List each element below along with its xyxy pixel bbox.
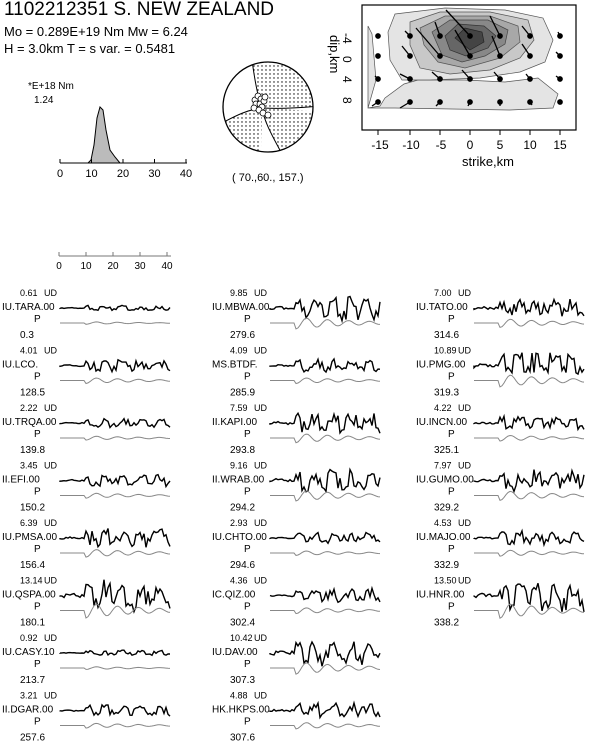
station-azimuth: 257.6 xyxy=(20,732,46,744)
moment-line: Mo = 0.289E+19 Nm Mw = 6.24 xyxy=(4,24,188,39)
observed-waveform xyxy=(270,470,380,492)
station-code: IU.PMSA.00 xyxy=(2,532,58,543)
synthetic-waveform xyxy=(270,318,380,329)
svg-text:-5: -5 xyxy=(435,138,447,152)
synthetic-waveform xyxy=(60,604,170,618)
observed-waveform xyxy=(270,642,380,667)
time-scale xyxy=(56,252,173,272)
station-amplitude: 10.42 xyxy=(230,633,253,643)
station-phase: P xyxy=(244,601,251,613)
station-amplitude: 3.21 xyxy=(20,690,38,701)
synthetic-waveform xyxy=(270,608,380,614)
station-amplitude: 10.89 xyxy=(434,345,457,356)
svg-text:15: 15 xyxy=(553,138,567,152)
station-code: II.WRAB.00 xyxy=(212,474,265,486)
station-panel xyxy=(2,461,170,514)
svg-text:-4: -4 xyxy=(340,33,354,44)
synthetic-waveform xyxy=(474,375,584,387)
station-code: IU.GUMO.00 xyxy=(416,474,474,486)
station-code: IU.LCO. xyxy=(2,359,39,371)
station-panel xyxy=(2,691,170,744)
station-code: IU.CHTO.00 xyxy=(212,532,267,543)
station-azimuth: 294.2 xyxy=(230,502,256,514)
station-azimuth: 156.4 xyxy=(20,560,46,571)
observed-waveform xyxy=(270,297,380,321)
station-amplitude: 0.61 xyxy=(20,288,38,298)
station-panel xyxy=(212,691,380,744)
synthetic-waveform xyxy=(474,604,584,618)
slip-map xyxy=(327,5,576,169)
station-azimuth: 314.6 xyxy=(434,330,460,341)
station-azimuth: 139.8 xyxy=(20,445,46,456)
svg-text:-10: -10 xyxy=(402,138,420,152)
station-panel xyxy=(416,288,584,341)
station-amplitude: 4.36 xyxy=(230,575,248,586)
station-azimuth: 329.2 xyxy=(434,502,460,514)
station-amplitude: 3.45 xyxy=(20,460,38,471)
observed-waveform xyxy=(474,299,584,316)
station-amplitude: 9.16 xyxy=(230,460,248,471)
synthetic-waveform xyxy=(270,491,380,501)
station-component: UD xyxy=(44,518,57,528)
station-code: IU.INCN.00 xyxy=(416,417,468,428)
station-panel xyxy=(212,518,380,571)
station-phase: P xyxy=(448,314,455,325)
observed-waveform xyxy=(60,705,170,716)
station-panel xyxy=(2,576,170,629)
svg-text:5: 5 xyxy=(496,138,504,152)
observed-waveform xyxy=(474,353,584,374)
svg-text:0: 0 xyxy=(466,138,474,152)
station-panel xyxy=(212,288,380,341)
station-panel xyxy=(2,403,170,456)
station-panel xyxy=(416,518,584,571)
station-panel xyxy=(2,518,170,571)
synthetic-waveform xyxy=(474,550,584,556)
station-phase: P xyxy=(34,429,41,440)
station-phase: P xyxy=(34,716,41,728)
station-phase: P xyxy=(34,486,41,498)
station-component: UD xyxy=(458,345,471,356)
station-azimuth: 293.8 xyxy=(230,445,256,456)
station-code: IU.TRQA.00 xyxy=(2,417,57,428)
station-azimuth: 319.3 xyxy=(434,387,460,399)
station-amplitude: 13.14 xyxy=(20,575,43,586)
stf-tick-4: 40 xyxy=(179,168,193,180)
station-component: UD xyxy=(254,518,267,528)
event-title: 1102212351 S. NEW ZEALAND xyxy=(4,0,275,20)
svg-text:0: 0 xyxy=(340,56,354,63)
station-phase: P xyxy=(244,429,251,440)
observed-waveform xyxy=(60,650,170,655)
observed-waveform xyxy=(270,588,380,602)
source-time-function xyxy=(28,81,192,180)
station-panel xyxy=(416,461,584,514)
synthetic-waveform xyxy=(270,723,380,729)
station-panel xyxy=(416,576,584,629)
station-component: UD xyxy=(458,460,471,471)
station-component: UD xyxy=(458,518,471,528)
station-amplitude: 4.53 xyxy=(434,518,452,528)
station-amplitude: 6.39 xyxy=(20,518,38,528)
observed-waveform xyxy=(60,529,170,548)
observed-waveform xyxy=(474,531,584,545)
station-component: UD xyxy=(254,690,267,701)
observed-waveform xyxy=(60,419,170,428)
svg-text:10: 10 xyxy=(80,261,92,272)
station-component: UD xyxy=(44,288,57,298)
station-amplitude: 4.01 xyxy=(20,345,38,356)
station-component: UD xyxy=(254,633,267,643)
station-component: UD xyxy=(254,403,267,413)
station-azimuth: 325.1 xyxy=(434,445,460,456)
stf-tick-1: 10 xyxy=(85,168,98,180)
observed-waveform xyxy=(474,416,584,429)
station-phase: P xyxy=(244,314,251,325)
station-azimuth: 128.5 xyxy=(20,387,46,399)
svg-text:10: 10 xyxy=(523,138,537,152)
station-panel xyxy=(212,461,380,514)
synthetic-waveform xyxy=(60,378,170,384)
station-component: UD xyxy=(458,403,471,413)
stf-shape xyxy=(60,107,120,163)
station-code: IU.HNR.00 xyxy=(416,589,465,601)
station-phase: P xyxy=(448,601,455,613)
station-code: IU.QSPA.00 xyxy=(2,589,56,601)
station-code: IU.TARA.00 xyxy=(2,302,55,313)
station-component: UD xyxy=(44,690,57,701)
station-azimuth: 302.4 xyxy=(230,617,256,629)
svg-text:-15: -15 xyxy=(371,138,389,152)
station-phase: P xyxy=(244,716,251,728)
station-azimuth: 307.3 xyxy=(230,675,256,686)
svg-text:20: 20 xyxy=(107,261,119,272)
station-phase: P xyxy=(34,371,41,383)
station-panel xyxy=(2,346,170,399)
station-amplitude: 13.50 xyxy=(434,575,457,586)
synthetic-waveform xyxy=(60,436,170,440)
station-code: HK.HKPS.00 xyxy=(212,704,270,716)
slip-map-ylabel: dip,km xyxy=(327,35,342,74)
station-panel xyxy=(2,633,170,686)
station-component: UD xyxy=(254,288,267,298)
station-component: UD xyxy=(254,460,267,471)
synthetic-waveform xyxy=(270,663,380,674)
station-code: IU.CASY.10 xyxy=(2,647,55,658)
station-amplitude: 4.09 xyxy=(230,345,248,356)
station-component: UD xyxy=(44,345,57,356)
synthetic-waveform xyxy=(60,723,170,728)
station-phase: P xyxy=(448,486,455,498)
stf-tick-3: 30 xyxy=(148,168,161,180)
station-panel xyxy=(212,633,380,686)
station-panel xyxy=(416,403,584,456)
synthetic-waveform xyxy=(474,491,584,500)
synthetic-waveform xyxy=(60,493,170,498)
station-component: UD xyxy=(44,403,57,413)
observed-waveform xyxy=(270,533,380,544)
station-azimuth: 0.3 xyxy=(20,330,34,341)
station-amplitude: 7.59 xyxy=(230,403,248,413)
station-panel xyxy=(416,346,584,399)
station-phase: P xyxy=(34,659,41,670)
stf-tick-0: 0 xyxy=(56,168,64,180)
stf-tick-2: 20 xyxy=(116,168,130,180)
observed-waveform xyxy=(270,703,380,717)
synthetic-waveform xyxy=(474,319,584,327)
station-amplitude: 7.97 xyxy=(434,460,452,471)
svg-text:30: 30 xyxy=(134,261,146,272)
station-azimuth: 279.6 xyxy=(230,330,256,341)
station-phase: P xyxy=(244,659,251,670)
station-panels xyxy=(2,288,584,744)
station-phase: P xyxy=(448,371,455,383)
station-azimuth: 294.6 xyxy=(230,560,256,571)
station-phase: P xyxy=(34,601,41,613)
station-phase: P xyxy=(34,544,41,555)
station-code: IU.PMG.00 xyxy=(416,359,466,371)
station-amplitude: 2.22 xyxy=(20,403,38,413)
observed-waveform xyxy=(270,359,380,372)
station-panel xyxy=(212,576,380,629)
synthetic-waveform xyxy=(60,667,170,670)
station-azimuth: 180.1 xyxy=(20,617,46,629)
station-code: MS.BTDF. xyxy=(212,359,258,371)
station-panel xyxy=(212,403,380,456)
station-code: IU.MAJO.00 xyxy=(416,532,471,543)
svg-text:0: 0 xyxy=(56,261,62,272)
station-azimuth: 285.9 xyxy=(230,387,256,399)
svg-text:40: 40 xyxy=(161,261,173,272)
station-panel xyxy=(212,346,380,399)
observed-waveform xyxy=(60,305,170,310)
station-amplitude: 0.92 xyxy=(20,633,38,643)
station-component: UD xyxy=(44,633,57,643)
stf-unit: *E+18 Nm xyxy=(28,81,74,92)
synthetic-waveform xyxy=(474,436,584,442)
svg-text:8: 8 xyxy=(340,97,354,104)
station-amplitude: 4.88 xyxy=(230,690,248,701)
station-code: IU.TATO.00 xyxy=(416,302,468,313)
mechanism-label: ( 70.,60., 157.) xyxy=(232,172,304,184)
station-code: II.DGAR.00 xyxy=(2,704,54,716)
station-code: II.EFI.00 xyxy=(2,474,40,486)
synthetic-waveform xyxy=(270,551,380,555)
station-phase: P xyxy=(244,371,251,383)
station-amplitude: 4.22 xyxy=(434,403,452,413)
station-code: IU.MBWA.00 xyxy=(212,302,270,313)
observed-waveform xyxy=(60,475,170,487)
svg-text:4: 4 xyxy=(340,76,354,83)
station-component: UD xyxy=(458,288,471,298)
observed-waveform xyxy=(270,413,380,433)
station-phase: P xyxy=(448,429,455,440)
station-azimuth: 338.2 xyxy=(434,617,460,629)
station-code: IC.QIZ.00 xyxy=(212,589,256,601)
station-panel xyxy=(2,288,170,341)
station-azimuth: 307.6 xyxy=(230,732,256,744)
station-azimuth: 213.7 xyxy=(20,675,46,686)
station-azimuth: 332.9 xyxy=(434,560,460,571)
synthetic-waveform xyxy=(60,550,170,558)
station-phase: P xyxy=(244,486,251,498)
station-azimuth: 150.2 xyxy=(20,502,46,514)
depth-line: H = 3.0km T = s var. = 0.5481 xyxy=(4,41,176,56)
station-amplitude: 9.85 xyxy=(230,288,248,298)
focal-mechanism xyxy=(220,55,320,184)
station-component: UD xyxy=(44,460,57,471)
synthetic-waveform xyxy=(270,434,380,443)
station-code: IU.DAV.00 xyxy=(212,647,258,658)
station-amplitude: 7.00 xyxy=(434,288,452,298)
slip-map-xlabel: strike,km xyxy=(462,154,514,169)
station-amplitude: 2.93 xyxy=(230,518,248,528)
station-component: UD xyxy=(254,575,267,586)
synthetic-waveform xyxy=(270,378,380,384)
synthetic-waveform xyxy=(60,322,170,324)
station-code: II.KAPI.00 xyxy=(212,417,258,428)
stf-ticks xyxy=(60,159,186,163)
station-component: UD xyxy=(44,575,57,586)
station-component: UD xyxy=(254,345,267,356)
station-phase: P xyxy=(244,544,251,555)
station-component: UD xyxy=(458,575,471,586)
stf-peak: 1.24 xyxy=(34,95,54,106)
observed-waveform xyxy=(60,360,170,372)
slip-map-xticks xyxy=(371,130,567,152)
station-phase: P xyxy=(448,544,455,555)
station-phase: P xyxy=(34,314,41,325)
observed-waveform xyxy=(474,470,584,492)
